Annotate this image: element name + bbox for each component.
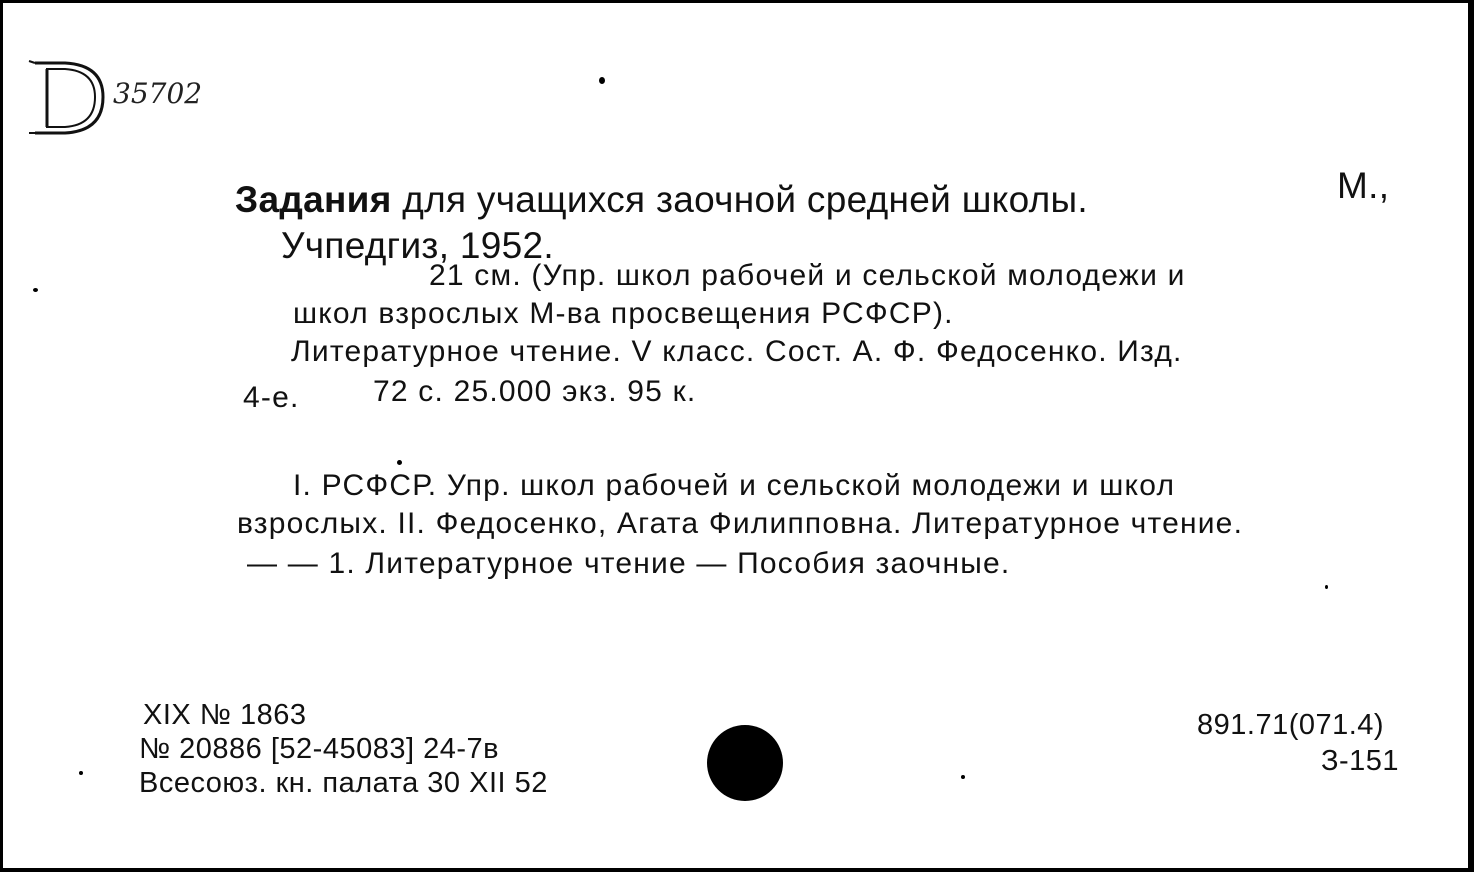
author-mark: З-151 <box>1321 745 1400 777</box>
library-stamp <box>25 51 255 141</box>
speck <box>961 775 965 779</box>
tracings-line-2: взрослых. II. Федосенко, Агата Филипповна. Литературное чтение. <box>237 507 1244 540</box>
description-pages-copies-price: 72 с. 25.000 экз. 95 к. <box>373 375 697 408</box>
tracings-line-3: — — 1. Литературное чтение — Пособия заочные. <box>247 547 1011 580</box>
publication-place: М., <box>1337 165 1390 206</box>
footer-order-number: № 20886 [52-45083] 24-7в <box>139 733 500 765</box>
title-line <box>235 181 1088 218</box>
description-edition: 4-е. <box>243 381 300 414</box>
description-line-2: школ взрослых М-ва просвещения РСФСР). <box>293 297 954 330</box>
footer-registry: XIX № 1863 <box>143 699 307 731</box>
classification-code: 891.71(071.4) <box>1197 709 1385 741</box>
speck <box>397 460 402 465</box>
title-heading: Задания <box>235 179 392 220</box>
footer-chamber: Всесоюз. кн. палата 30 XII 52 <box>139 767 548 799</box>
publisher-year: Учпедгиз, 1952. <box>281 225 554 266</box>
title-rest: для учащихся заочной средней школы. <box>402 179 1089 220</box>
speck <box>79 771 83 775</box>
speck <box>599 77 605 84</box>
description-line-3: Литературное чтение. V класс. Сост. А. Ф. Федосенко. Изд. <box>291 335 1183 368</box>
stamp-d-icon <box>25 51 115 141</box>
tracings-line-1: I. РСФСР. Упр. школ рабочей и сельской молодежи и школ <box>293 469 1176 502</box>
stamp-handwritten-number: 35702 <box>113 77 203 110</box>
punch-hole <box>707 725 783 801</box>
description-line-1: 21 см. (Упр. школ рабочей и сельской молодежи и <box>429 259 1186 292</box>
speck <box>33 288 38 292</box>
speck <box>1325 585 1328 589</box>
